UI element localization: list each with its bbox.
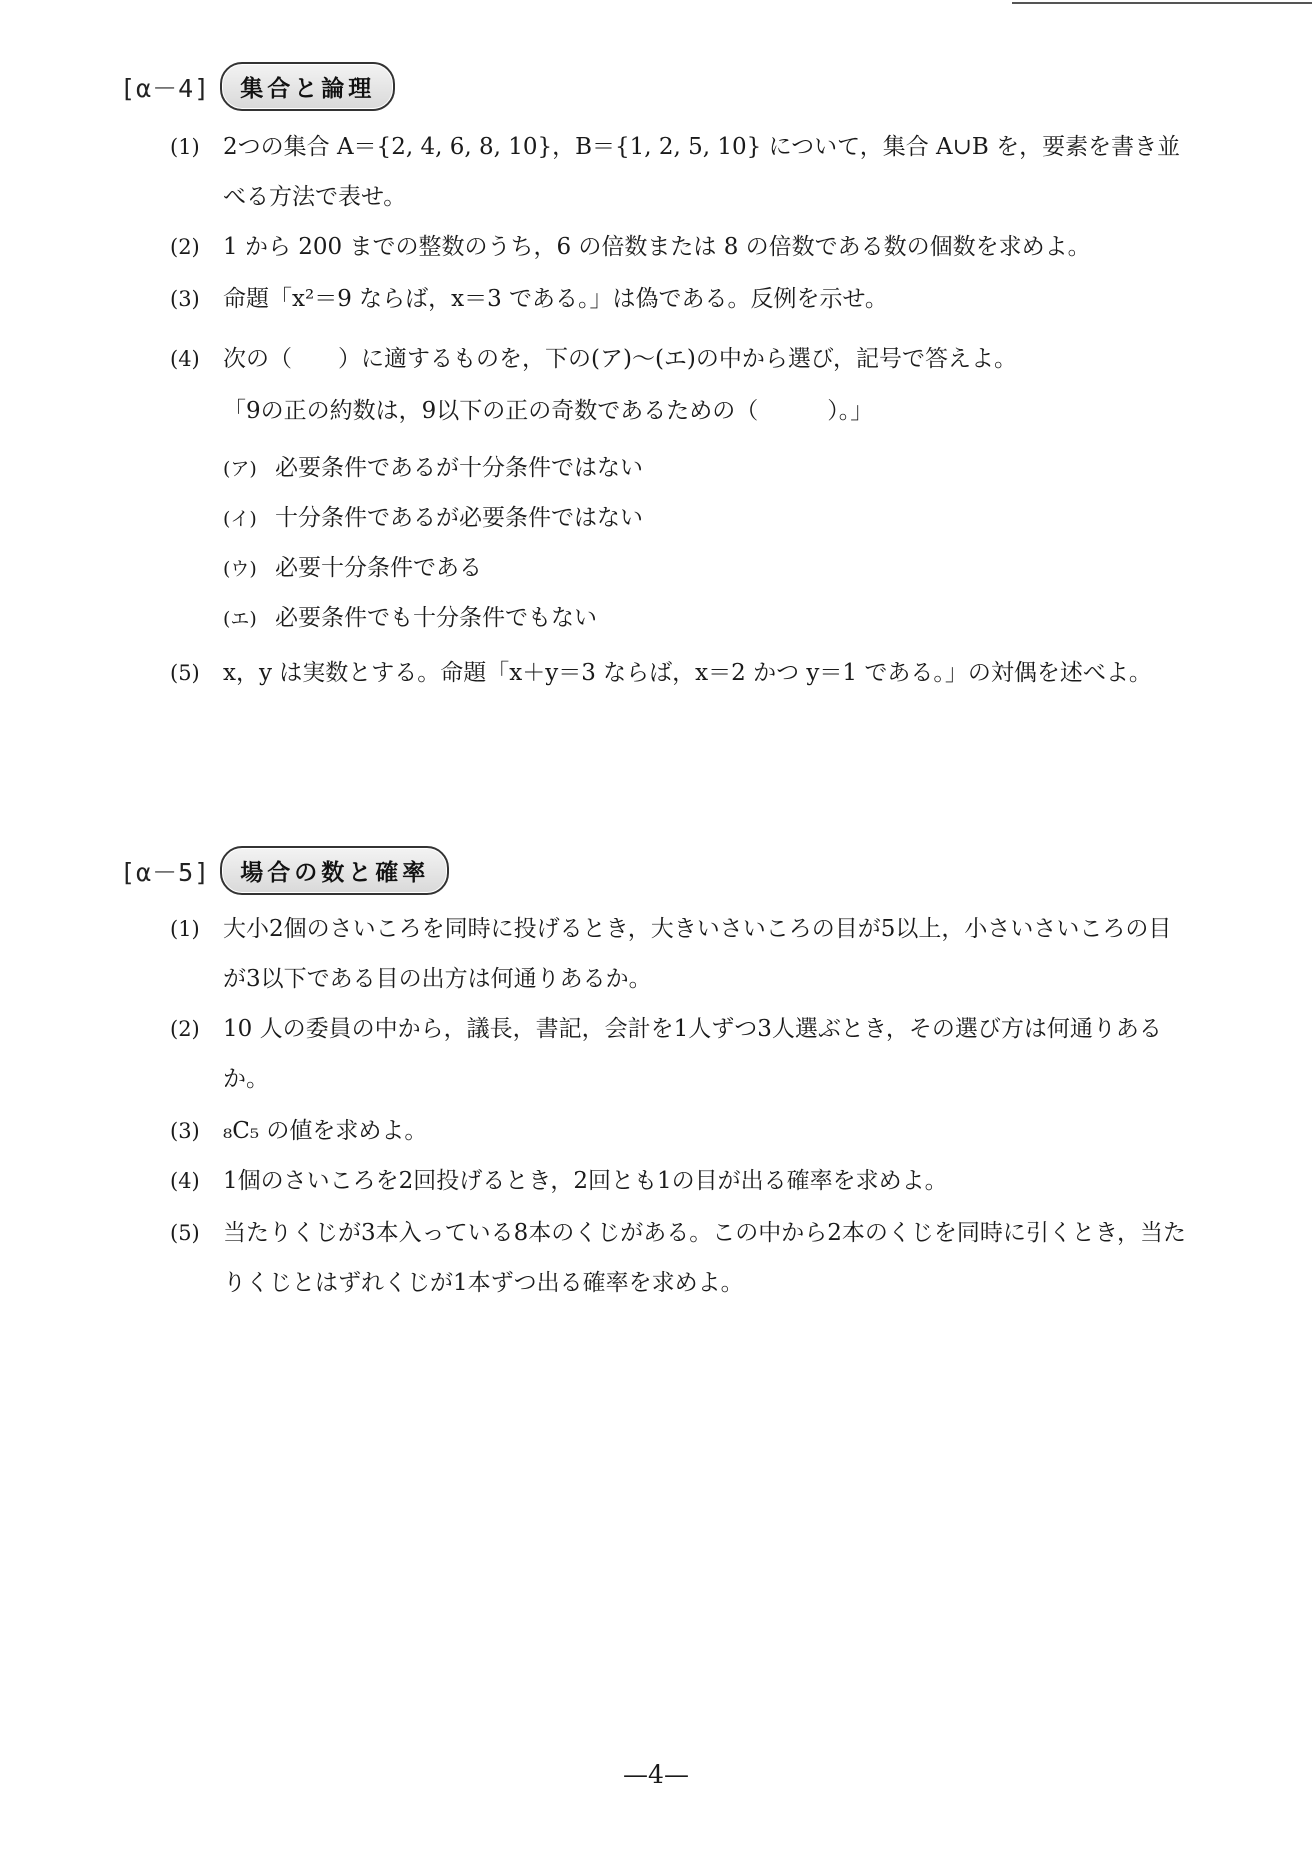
- section-label: [α－5]: [120, 857, 211, 887]
- question-number: (4): [170, 1169, 200, 1193]
- question-text: ₈C₅ の値を求めよ。: [223, 1118, 428, 1144]
- question-number: (4): [170, 347, 200, 371]
- section-title-badge: 場合の数と確率: [220, 846, 449, 895]
- option-label: (ア): [223, 458, 257, 480]
- question-a4-4-statement: 「9の正の約数は，9以下の正の奇数であるための（ ）。」: [223, 398, 874, 424]
- option-text: 十分条件であるが必要条件ではない: [275, 505, 643, 531]
- option-text: 必要十分条件である: [275, 555, 482, 581]
- option-label: (エ): [223, 608, 257, 630]
- question-text: 10 人の委員の中から，議長，書記，会計を1人ずつ3人選ぶとき，その選び方は何通りあるか。: [223, 1016, 1162, 1092]
- option-label: (イ): [223, 508, 257, 530]
- question-a5-1: [170, 904, 1190, 1004]
- option-text: 必要条件でも十分条件でもない: [275, 605, 597, 631]
- question-a4-3: [170, 274, 1190, 324]
- question-a4-4: [170, 334, 1190, 384]
- question-a4-1: [170, 122, 1190, 222]
- option-label: (ウ): [223, 558, 257, 580]
- option-b: [223, 503, 643, 534]
- page-number: —4—: [623, 1760, 689, 1789]
- question-number: (1): [170, 917, 200, 941]
- question-number: (2): [170, 235, 200, 259]
- section-title-badge: 集合と論理: [220, 62, 395, 111]
- question-a5-5: [170, 1208, 1190, 1308]
- top-edge-rule: [1012, 2, 1312, 4]
- question-number: (5): [170, 1221, 200, 1245]
- question-a4-5: [170, 648, 1190, 698]
- section-header-a5: [120, 846, 449, 895]
- question-text: 次の（ ）に適するものを，下の(ア)～(エ)の中から選び，記号で答えよ。: [223, 346, 1017, 372]
- section-header-a4: [120, 62, 395, 111]
- option-text: 必要条件であるが十分条件ではない: [275, 455, 643, 481]
- question-text: x，y は実数とする。命題「x＋y＝3 ならば，x＝2 かつ y＝1 である。」の対偶を述べよ。: [223, 660, 1152, 686]
- question-text: 1個のさいころを2回投げるとき，2回とも1の目が出る確率を求めよ。: [223, 1168, 948, 1194]
- question-number: (2): [170, 1017, 200, 1041]
- question-number: (5): [170, 661, 200, 685]
- question-text: 大小2個のさいころを同時に投げるとき，大きいさいころの目が5以上，小さいさいころの目が3以下である目の出方は何通りあるか。: [223, 916, 1172, 992]
- question-text: 1 から 200 までの整数のうち，6 の倍数または 8 の倍数である数の個数を求めよ。: [223, 234, 1091, 260]
- question-number: (3): [170, 287, 200, 311]
- question-a5-2: [170, 1004, 1190, 1104]
- option-d: [223, 603, 597, 634]
- section-label: [α－4]: [120, 73, 211, 103]
- question-a5-3: [170, 1106, 1190, 1156]
- question-number: (1): [170, 135, 200, 159]
- question-text: 命題「x²＝9 ならば，x＝3 である。」は偽である。反例を示せ。: [223, 286, 888, 312]
- question-text: 当たりくじが3本入っている8本のくじがある。この中から2本のくじを同時に引くとき，当たりくじとはずれくじが1本ずつ出る確率を求めよ。: [223, 1220, 1186, 1296]
- question-number: (3): [170, 1119, 200, 1143]
- question-a5-4: [170, 1156, 1190, 1206]
- option-a: [223, 453, 643, 484]
- question-a4-2: [170, 222, 1190, 272]
- option-c: [223, 553, 482, 584]
- question-text: 2つの集合 A＝{2, 4, 6, 8, 10}，B＝{1, 2, 5, 10} について，集合 A∪B を，要素を書き並べる方法で表せ。: [223, 134, 1181, 210]
